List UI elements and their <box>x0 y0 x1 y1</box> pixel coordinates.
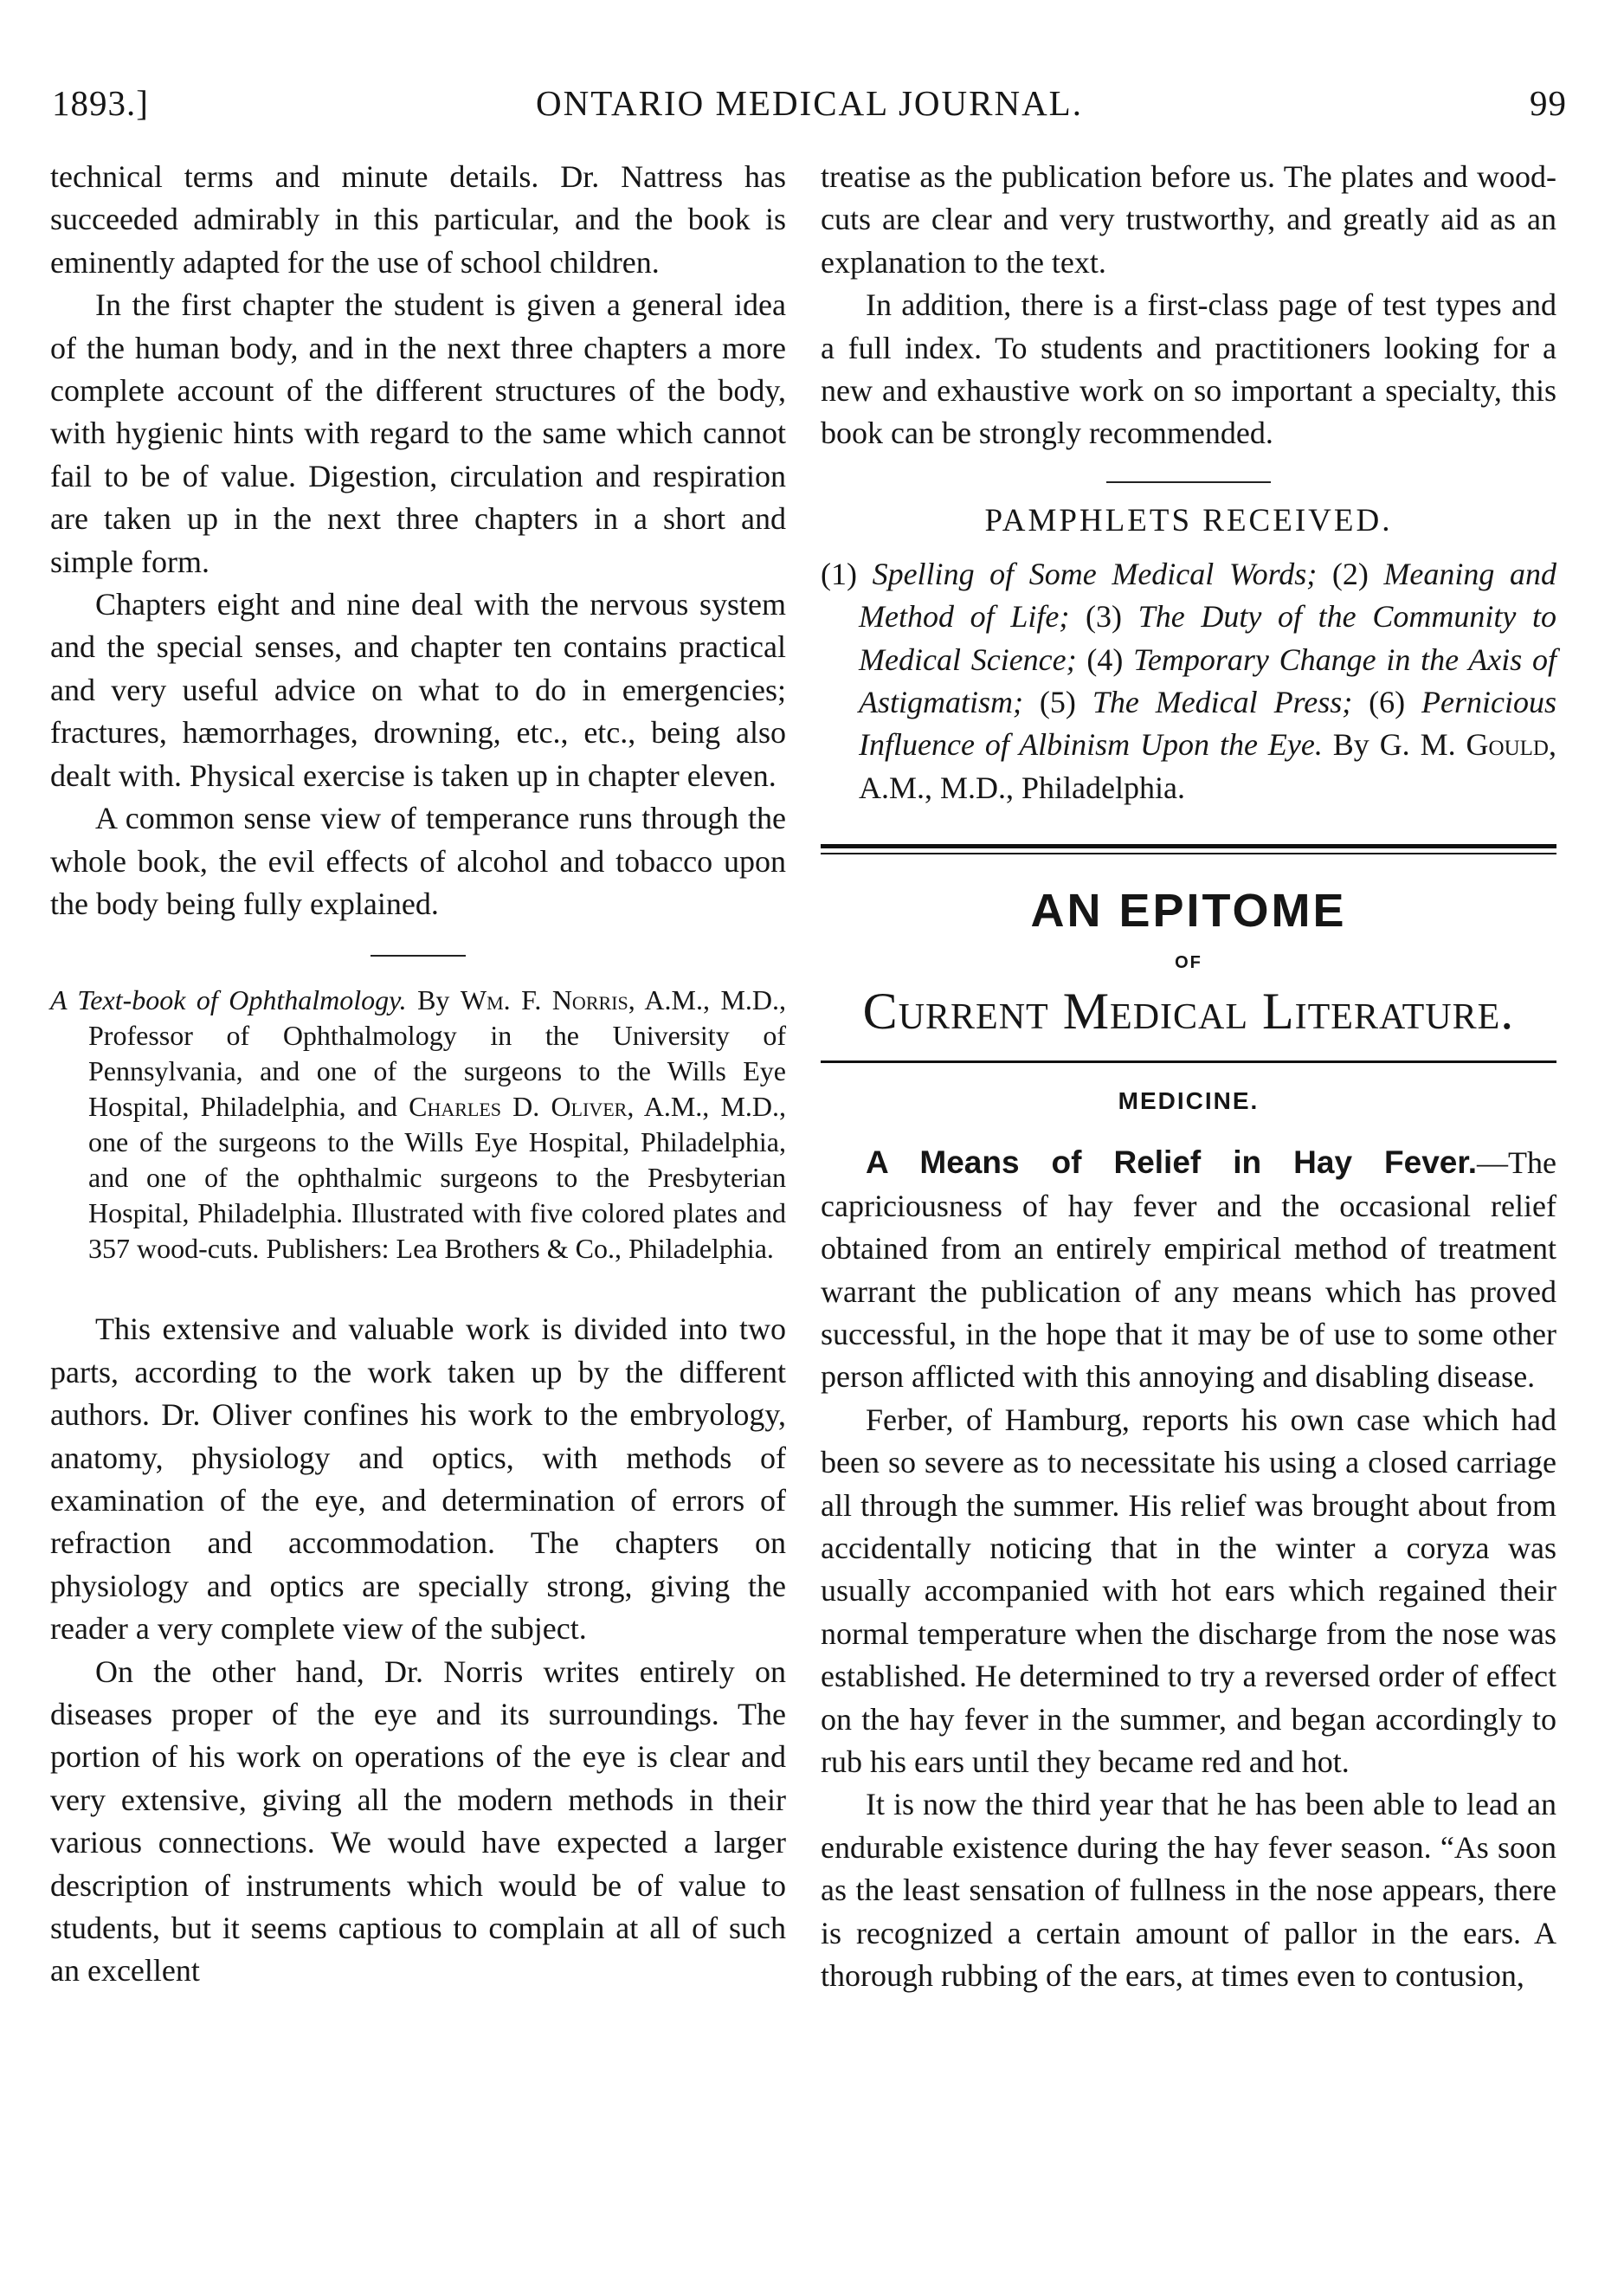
header-year: 1893.] <box>52 83 149 123</box>
paragraph-recommendation: In addition, there is a first-class page of test types and a full index. To students and practitioners looking for a new and exhaustive work on so important a specialty, this book can be strongly recommended. <box>821 287 1556 451</box>
pamphlet-title: The Duty of the Community to Medical Science; <box>859 599 1557 677</box>
epitome-rule <box>821 1060 1556 1063</box>
continued-paragraph: technical terms and minute details. Dr. Nattress has succeeded admirably in this particular, and the book is eminently adapted for the use of school children. <box>50 159 786 280</box>
article-dash: — <box>1477 1145 1509 1181</box>
paragraph-review-oliver: This extensive and valuable work is divided into two parts, according to the work taken up by the different authors. Dr. Oliver confines his work to the embryology, anatomy, physiology and optics, with methods of examination of the eye, and determination of errors of refraction and accommodation. The chapters on physiology and optics are specially strong, giving the reader a very complete view of the subject. <box>50 1312 786 1647</box>
book-author-norris-details: , A.M., M.D., Professor of Ophthalmology in the University of Pennsylvania, and one of the surgeons to the Wills Eye Hospital, Philadelphia, and <box>88 984 787 1123</box>
book-author-oliver: Charles D. Oliver <box>409 1091 628 1123</box>
book-citation <box>50 983 786 1267</box>
section-heading-medicine: MEDICINE. <box>1118 1087 1260 1115</box>
epitome-title: AN EPITOME <box>1030 885 1347 938</box>
epitome-subtitle: Current Medical Literature. <box>862 983 1515 1041</box>
pamphlets-list <box>821 553 1556 809</box>
pamphlet-title: Temporary Change in the Axis of Astigmatism; <box>859 641 1556 720</box>
pamphlet-number: (1) <box>821 556 873 591</box>
paragraph-plates: treatise as the publication before us. The plates and wood-cuts are clear and very trustworthy, and greatly aid as an explanation to the text. <box>821 159 1556 280</box>
pamphlets-author-details: , A.M., M.D., Philadelphia. <box>859 727 1556 805</box>
paragraph-temperance: A common sense view of temperance runs through the whole book, the evil effects of alcohol and tobacco upon the body being fully explained. <box>50 801 786 921</box>
pamphlets-heading: PAMPHLETS RECEIVED. <box>984 502 1393 538</box>
pamphlet-number: (2) <box>1317 556 1384 591</box>
pamphlet-title: Meaning and Method of Life; <box>859 556 1556 635</box>
article-opening-paragraph <box>821 1141 1556 1398</box>
right-column <box>821 156 1556 1997</box>
article-paragraph-ferber: Ferber, of Hamburg, reports his own case which had been so severe as to necessitate his using a closed carriage all through the summer. His relief was brought about from accidentally noticing that in the winter a coryza was usually accompanied with hot ears which regained their normal temperature when the discharge from the nose was established. He determined to try a reversed order of effect on the hay fever in the summer, and began accordingly to rub his ears until they became red and hot. <box>821 1402 1556 1779</box>
book-by: By <box>417 984 450 1016</box>
paragraph-chapters-overview: In the first chapter the student is given a general idea of the human body, and in the next three chapters a more complete account of the different structures of the body, with hygienic hints with regard to the same which cannot fail to be of value. Digestion, circulation and respiration are taken up in the next three chapters in a short and simple form. <box>50 287 786 579</box>
pamphlet-number: (5) <box>1023 685 1092 720</box>
article-opening-text: The capriciousness of hay fever and the occasional relief obtained from an entirely empirical method of treatment warrant the publication of any means which has proved successful, in the hope that it may be of use to some other person afflicted with this annoying and disabling disease. <box>821 1145 1556 1395</box>
pamphlet-title: Pernicious Influence of Albinism Upon the Eye. <box>859 685 1557 763</box>
paragraph-chapters-eight-to-eleven: Chapters eight and nine deal with the nervous system and the special senses, and chapter ten contains practical and very useful advice on what to do in emergencies; fractures, hæmorrhages, drowning, etc., etc., being also dealt with. Physical exercise is taken up in chapter eleven. <box>50 587 786 793</box>
double-divider <box>821 844 1556 854</box>
page-number: 99 <box>1530 83 1567 123</box>
pamphlet-number: (3) <box>1069 599 1138 635</box>
journal-title: ONTARIO MEDICAL JOURNAL. <box>536 83 1083 123</box>
book-author-norris: Wm. F. Norris <box>460 984 628 1016</box>
pamphlet-number: (4) <box>1076 641 1134 677</box>
epitome-of: OF <box>1175 953 1202 973</box>
pamphlet-title: The Medical Press; <box>1092 685 1353 720</box>
paragraph-review-norris: On the other hand, Dr. Norris writes entirely on diseases proper of the eye and its surroundings. The portion of his work on operations of the eye is clear and very extensive, giving all the modern methods in their various connections. We would have expected a larger description of instruments which would be of value to students, but it seems captious to complain at all of such an excellent <box>50 1653 786 1989</box>
book-author-oliver-details: , A.M., M.D., one of the surgeons to the Wills Eye Hospital, Philadelphia, and one of the ophthalmic surgeons to the Presbyterian Hospital, Philadelphia. Illustrated with five colored plates and 357 wood-cuts. Publishers: Lea Brothers & Co., Philadelphia. <box>88 1091 787 1265</box>
left-column <box>50 156 786 1993</box>
pamphlets-by: By <box>1322 727 1380 763</box>
running-header <box>52 82 1567 134</box>
pamphlets-author: G. M. Gould <box>1379 727 1549 763</box>
article-title: A Means of Relief in Hay Fever. <box>866 1144 1478 1181</box>
article-paragraph-third-year: It is now the third year that he has been able to lead an endurable existence during the hay fever season. “As soon as the least sensation of fullness in the nose appears, there is recognized a certain amount of pallor in the ears. A thorough rubbing of the ears, at times even to contusion, <box>821 1787 1556 1993</box>
pamphlet-title: Spelling of Some Medical Words; <box>872 556 1318 591</box>
section-divider <box>371 955 466 957</box>
pamphlet-number: (6) <box>1352 685 1422 720</box>
pamphlets-divider <box>1106 481 1271 483</box>
book-title: A Text-book of Ophthalmology. <box>50 984 407 1016</box>
